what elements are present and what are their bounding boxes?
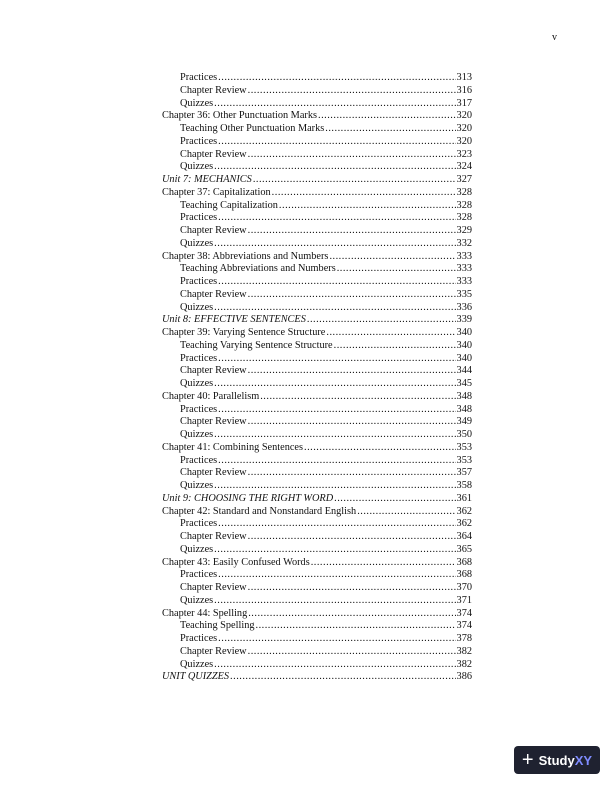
- toc-entry-page: 362: [456, 518, 472, 530]
- toc-entry-page: 327: [456, 174, 472, 185]
- toc-item-entry: [162, 404, 472, 417]
- toc-entry-label: Quizzes: [180, 594, 214, 606]
- toc-entry-page: 374: [456, 607, 472, 619]
- toc-chapter-entry: [162, 557, 472, 570]
- toc-entry-label: Practices: [180, 454, 218, 466]
- toc-entry-page: 320: [456, 110, 472, 122]
- toc-entry-page: 317: [456, 97, 472, 109]
- toc-entry-label: Practices: [180, 518, 218, 530]
- toc-item-entry: [162, 378, 472, 391]
- toc-entry-page: 340: [456, 327, 472, 338]
- toc-leader-dots: [214, 480, 455, 493]
- toc-entry-page: 368: [456, 556, 472, 568]
- toc-entry-page: 333: [456, 276, 472, 287]
- toc-chapter-entry: [162, 110, 472, 123]
- toc-entry-label: Practices: [180, 352, 218, 364]
- toc-item-entry: [162, 659, 472, 672]
- toc-entry-label: Quizzes: [180, 429, 214, 440]
- toc-entry-label: Chapter Review: [180, 148, 247, 160]
- toc-entry-page: 335: [456, 288, 472, 300]
- toc-entry-label: Practices: [180, 276, 218, 287]
- toc-leader-dots: [304, 442, 456, 455]
- toc-entry-page: 345: [456, 378, 472, 389]
- toc-chapter-entry: [162, 506, 472, 519]
- toc-leader-dots: [214, 302, 455, 315]
- toc-item-entry: [162, 582, 472, 595]
- toc-entry-label: Teaching Spelling: [180, 620, 255, 632]
- toc-entry-page: 316: [456, 84, 472, 96]
- toc-entry-page: 378: [456, 633, 472, 644]
- toc-entry-page: 370: [456, 582, 472, 593]
- toc-leader-dots: [272, 187, 456, 200]
- toc-item-entry: [162, 302, 472, 315]
- toc-entry-label: Unit 8: EFFECTIVE SENTENCES: [162, 314, 306, 326]
- toc-entry-page: 350: [456, 429, 472, 440]
- toc-leader-dots: [248, 225, 456, 238]
- toc-leader-dots: [248, 582, 456, 595]
- toc-entry-label: Quizzes: [180, 378, 214, 389]
- toc-entry-label: Chapter 39: Varying Sentence Structure: [162, 327, 326, 338]
- toc-leader-dots: [214, 238, 455, 251]
- toc-entry-page: 362: [456, 505, 472, 517]
- toc-entry-page: 386: [456, 671, 472, 683]
- toc-leader-dots: [248, 646, 456, 659]
- toc-item-entry: [162, 633, 472, 646]
- toc-entry-page: 365: [456, 543, 472, 555]
- toc-leader-dots: [248, 467, 456, 480]
- toc-entry-page: 333: [456, 250, 472, 262]
- toc-item-entry: [162, 276, 472, 289]
- toc-leader-dots: [218, 404, 455, 417]
- toc-leader-dots: [218, 136, 455, 149]
- toc-entry-label: UNIT QUIZZES: [162, 671, 230, 683]
- toc-entry-page: 336: [456, 301, 472, 313]
- studyxy-watermark[interactable]: [514, 746, 600, 774]
- toc-item-entry: [162, 416, 472, 429]
- toc-entry-label: Quizzes: [180, 658, 214, 670]
- toc-entry-page: 357: [456, 467, 472, 479]
- toc-entry-page: 361: [456, 492, 472, 504]
- toc-entry-page: 374: [456, 620, 472, 632]
- toc-item-entry: [162, 263, 472, 276]
- toc-entry-page: 344: [456, 365, 472, 377]
- toc-entry-label: Chapter Review: [180, 225, 247, 236]
- toc-entry-label: Quizzes: [180, 97, 214, 109]
- toc-item-entry: [162, 544, 472, 557]
- toc-item-entry: [162, 289, 472, 302]
- toc-item-entry: [162, 569, 472, 582]
- toc-entry-page: 313: [456, 72, 472, 83]
- toc-chapter-entry: [162, 442, 472, 455]
- toc-entry-label: Quizzes: [180, 480, 214, 491]
- toc-entry-label: Chapter 41: Combining Sentences: [162, 441, 303, 453]
- toc-entry-page: 368: [456, 569, 472, 581]
- toc-item-entry: [162, 518, 472, 531]
- toc-unit-entry: [162, 174, 472, 187]
- toc-entry-label: Chapter Review: [180, 365, 247, 377]
- toc-leader-dots: [218, 518, 455, 531]
- toc-leader-dots: [253, 174, 456, 187]
- toc-entry-label: Practices: [180, 403, 218, 415]
- toc-entry-label: Practices: [180, 135, 218, 147]
- toc-entry-page: 358: [456, 480, 472, 491]
- toc-leader-dots: [318, 110, 456, 123]
- toc-entry-label: Teaching Capitalization: [180, 199, 278, 211]
- toc-entry-label: Chapter Review: [180, 84, 247, 96]
- toc-item-entry: [162, 98, 472, 111]
- toc-entry-label: Practices: [180, 633, 218, 644]
- plus-icon: +: [521, 749, 534, 771]
- toc-entry-label: Chapter 37: Capitalization: [162, 186, 271, 198]
- toc-leader-dots: [218, 455, 455, 468]
- toc-entry-page: 329: [456, 225, 472, 236]
- watermark-text-accent: XY: [574, 752, 593, 768]
- toc-item-entry: [162, 72, 472, 85]
- toc-leader-dots: [214, 659, 455, 672]
- toc-entry-page: 332: [456, 237, 472, 249]
- toc-leader-dots: [357, 506, 455, 519]
- toc-item-entry: [162, 620, 472, 633]
- toc-leader-dots: [218, 72, 455, 85]
- toc-leader-dots: [218, 633, 455, 646]
- toc-unit-entry: [162, 314, 472, 327]
- toc-leader-dots: [248, 365, 456, 378]
- toc-item-entry: [162, 123, 472, 136]
- toc-entry-page: 340: [456, 339, 472, 351]
- toc-entry-label: Unit 7: MECHANICS: [162, 174, 252, 185]
- toc-leader-dots: [260, 391, 455, 404]
- toc-item-entry: [162, 467, 472, 480]
- toc-leader-dots: [329, 251, 455, 264]
- toc-leader-dots: [311, 557, 456, 570]
- page-number: v: [552, 32, 557, 43]
- toc-unit-entry: [162, 671, 472, 684]
- toc-leader-dots: [248, 416, 456, 429]
- toc-leader-dots: [214, 378, 455, 391]
- toc-leader-dots: [248, 608, 455, 621]
- toc-entry-label: Quizzes: [180, 161, 214, 173]
- toc-entry-page: 328: [456, 186, 472, 198]
- toc-entry-page: 320: [456, 123, 472, 134]
- toc-leader-dots: [337, 263, 456, 276]
- toc-entry-label: Quizzes: [180, 237, 214, 249]
- toc-entry-page: 328: [456, 212, 472, 224]
- toc-leader-dots: [326, 327, 455, 340]
- toc-leader-dots: [218, 212, 455, 225]
- toc-entry-label: Unit 9: CHOOSING THE RIGHT WORD: [162, 492, 334, 504]
- toc-entry-label: Chapter 40: Parallelism: [162, 390, 260, 402]
- toc-item-entry: [162, 161, 472, 174]
- toc-entry-page: 353: [456, 441, 472, 453]
- toc-leader-dots: [230, 671, 456, 684]
- toc-entry-page: 320: [456, 135, 472, 147]
- toc-leader-dots: [218, 569, 455, 582]
- toc-entry-page: 348: [456, 390, 472, 402]
- toc-entry-page: 333: [456, 263, 472, 275]
- toc-item-entry: [162, 136, 472, 149]
- toc-item-entry: [162, 429, 472, 442]
- toc-item-entry: [162, 353, 472, 366]
- toc-item-entry: [162, 531, 472, 544]
- toc-unit-entry: [162, 493, 472, 506]
- toc-entry-label: Chapter 44: Spelling: [162, 607, 248, 619]
- toc-leader-dots: [248, 149, 456, 162]
- toc-entry-label: Chapter 36: Other Punctuation Marks: [162, 110, 317, 122]
- toc-entry-page: 364: [456, 531, 472, 542]
- toc-leader-dots: [214, 98, 455, 111]
- toc-item-entry: [162, 455, 472, 468]
- toc-entry-page: 349: [456, 416, 472, 428]
- toc-leader-dots: [214, 429, 455, 442]
- toc-leader-dots: [334, 340, 456, 353]
- toc-chapter-entry: [162, 608, 472, 621]
- toc-entry-page: 328: [456, 199, 472, 211]
- toc-leader-dots: [279, 200, 456, 213]
- toc-entry-label: Chapter Review: [180, 288, 247, 300]
- toc-leader-dots: [214, 161, 455, 174]
- toc-entry-label: Chapter Review: [180, 645, 247, 657]
- toc-leader-dots: [248, 85, 456, 98]
- toc-entry-page: 340: [456, 352, 472, 364]
- toc-entry-page: 353: [456, 454, 472, 466]
- toc-item-entry: [162, 646, 472, 659]
- toc-entry-page: 339: [456, 314, 472, 326]
- toc-leader-dots: [325, 123, 455, 136]
- toc-chapter-entry: [162, 251, 472, 264]
- toc-item-entry: [162, 595, 472, 608]
- toc-item-entry: [162, 149, 472, 162]
- toc-entry-label: Chapter Review: [180, 416, 247, 428]
- toc-chapter-entry: [162, 391, 472, 404]
- toc-entry-page: 382: [456, 658, 472, 670]
- toc-leader-dots: [218, 276, 455, 289]
- toc-entry-page: 348: [456, 403, 472, 415]
- toc-entry-label: Teaching Varying Sentence Structure: [180, 339, 333, 351]
- toc-leader-dots: [248, 289, 456, 302]
- toc-entry-label: Chapter Review: [180, 531, 247, 542]
- toc-leader-dots: [214, 595, 455, 608]
- toc-entry-label: Teaching Other Punctuation Marks: [180, 123, 325, 134]
- toc-leader-dots: [307, 314, 456, 327]
- toc-entry-label: Chapter Review: [180, 467, 247, 479]
- toc-entry-label: Chapter 42: Standard and Nonstandard English: [162, 505, 357, 517]
- toc-entry-label: Quizzes: [180, 543, 214, 555]
- toc-item-entry: [162, 365, 472, 378]
- toc-item-entry: [162, 200, 472, 213]
- toc-entry-label: Chapter 43: Easily Confused Words: [162, 556, 310, 568]
- toc-entry-label: Chapter Review: [180, 582, 247, 593]
- toc-item-entry: [162, 238, 472, 251]
- toc-entry-page: 323: [456, 148, 472, 160]
- toc-item-entry: [162, 85, 472, 98]
- toc-entry-label: Quizzes: [180, 301, 214, 313]
- toc-chapter-entry: [162, 187, 472, 200]
- toc-chapter-entry: [162, 327, 472, 340]
- toc-entry-page: 324: [456, 161, 472, 173]
- toc-entry-label: Practices: [180, 569, 218, 581]
- toc-leader-dots: [214, 544, 455, 557]
- toc-entry-label: Practices: [180, 212, 218, 224]
- watermark-text-main: Study: [538, 752, 575, 768]
- toc-leader-dots: [248, 531, 456, 544]
- toc-item-entry: [162, 225, 472, 238]
- toc-entry-page: 382: [456, 645, 472, 657]
- toc-leader-dots: [218, 353, 455, 366]
- toc-item-entry: [162, 340, 472, 353]
- toc-leader-dots: [334, 493, 455, 506]
- toc-entry-label: Practices: [180, 72, 218, 83]
- table-of-contents: [162, 72, 472, 684]
- toc-item-entry: [162, 212, 472, 225]
- toc-item-entry: [162, 480, 472, 493]
- toc-entry-page: 371: [456, 594, 472, 606]
- toc-leader-dots: [256, 620, 456, 633]
- toc-entry-label: Chapter 38: Abbreviations and Numbers: [162, 250, 329, 262]
- toc-entry-label: Teaching Abbreviations and Numbers: [180, 263, 336, 275]
